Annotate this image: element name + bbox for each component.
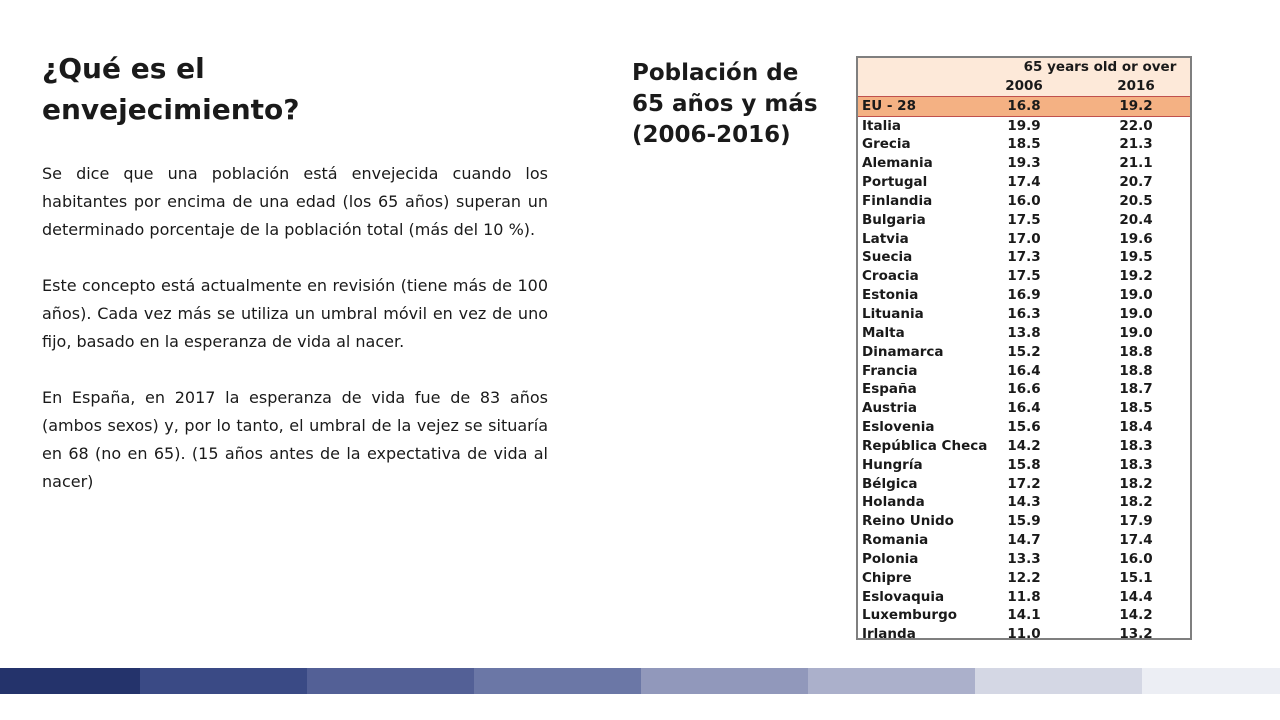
value-2016: 19.2	[1119, 268, 1153, 285]
table-title: Población de 65 años y más (2006-2016)	[632, 60, 818, 148]
value-2006: 17.2	[1007, 475, 1041, 492]
value-2006: 16.3	[1007, 305, 1041, 322]
value-2016: 22.0	[1119, 117, 1153, 134]
paragraph-spain: En España, en 2017 la esperanza de vida fue de 83 años (ambos sexos) y, por lo tanto, el umbral de la vejez se situaría en 68 (no en 65). (15 años antes de la expectativa de vida al nacer)	[42, 388, 548, 491]
country-name: Dinamarca	[862, 343, 944, 360]
country-name: Croacia	[862, 268, 919, 285]
footer-color-segment	[641, 668, 808, 694]
table-row	[858, 512, 1190, 531]
country-name: Bélgica	[862, 475, 918, 492]
value-2006: 19.9	[1007, 117, 1041, 134]
table-row	[858, 343, 1190, 362]
group-header: 65 years old or over	[970, 58, 1190, 77]
value-2006: 16.6	[1007, 381, 1041, 398]
footer-color-segment	[140, 668, 307, 694]
country-name: Francia	[862, 362, 918, 379]
page-title: ¿Qué es el envejecimiento?	[42, 52, 300, 126]
paragraph-revision: Este concepto está actualmente en revisión (tiene más de 100 años). Cada vez más se utiliza un umbral móvil en vez de uno fijo, basado en la esperanza de vida al nacer.	[42, 276, 548, 351]
value-2006: 16.4	[1007, 400, 1041, 417]
value-2016: 18.3	[1119, 437, 1153, 454]
country-name: España	[862, 381, 917, 398]
country-name: EU - 28	[858, 96, 970, 116]
value-2006: 11.0	[1007, 626, 1041, 643]
table-row-eu28	[858, 96, 1190, 116]
table-row	[858, 475, 1190, 494]
table-row	[858, 211, 1190, 230]
value-2016: 20.5	[1119, 192, 1153, 209]
country-name: Hungría	[862, 456, 923, 473]
table-row	[858, 531, 1190, 550]
value-2016: 17.9	[1119, 513, 1153, 530]
value-2006: 14.2	[1007, 437, 1041, 454]
country-name: República Checa	[862, 437, 988, 454]
value-2006: 17.5	[1007, 211, 1041, 228]
footer-color-segment	[474, 668, 641, 694]
value-2016: 18.3	[1119, 456, 1153, 473]
value-2016: 13.2	[1119, 626, 1153, 643]
table-year-header-row	[858, 77, 1190, 96]
country-name: Lituania	[862, 305, 924, 322]
country-name: Reino Unido	[862, 513, 954, 530]
value-2016: 19.6	[1119, 230, 1153, 247]
table-row	[858, 456, 1190, 475]
country-name: Eslovenia	[862, 419, 935, 436]
table-row	[858, 418, 1190, 437]
value-2016: 20.4	[1119, 211, 1153, 228]
table-row	[858, 324, 1190, 343]
value-2016: 15.1	[1119, 569, 1153, 586]
value-2016: 18.2	[1119, 475, 1153, 492]
value-2016: 14.4	[1119, 588, 1153, 605]
table-body	[858, 58, 1190, 644]
value-2016: 18.5	[1119, 400, 1153, 417]
value-2016: 19.0	[1119, 324, 1153, 341]
table-row	[858, 173, 1190, 192]
country-name: Malta	[862, 324, 905, 341]
value-2016: 18.4	[1119, 419, 1153, 436]
table-row	[858, 380, 1190, 399]
table-row	[858, 116, 1190, 135]
country-name: Luxemburgo	[862, 607, 958, 624]
value-2006: 16.8	[970, 96, 1072, 116]
table-row	[858, 286, 1190, 305]
country-name: Portugal	[862, 174, 928, 191]
table-row	[858, 248, 1190, 267]
country-name: Holanda	[862, 494, 925, 511]
value-2006: 17.3	[1007, 249, 1041, 266]
value-2006: 14.1	[1007, 607, 1041, 624]
value-2016: 14.2	[1119, 607, 1153, 624]
value-2016: 18.2	[1119, 494, 1153, 511]
country-name: Romania	[862, 532, 929, 549]
footer-color-segment	[975, 668, 1142, 694]
value-2006: 14.7	[1007, 532, 1041, 549]
table-row	[858, 399, 1190, 418]
table-row	[858, 569, 1190, 588]
value-2006: 15.9	[1007, 513, 1041, 530]
country-name: Finlandia	[862, 192, 933, 209]
country-name: Grecia	[862, 136, 911, 153]
year-header-2006: 2006	[970, 77, 1072, 96]
value-2006: 13.3	[1007, 550, 1041, 567]
value-2006: 13.8	[1007, 324, 1041, 341]
country-name: Suecia	[862, 249, 913, 266]
footer-color-segment	[307, 668, 474, 694]
country-name: Alemania	[862, 155, 933, 172]
country-name: Eslovaquia	[862, 588, 945, 605]
value-2016: 18.8	[1119, 362, 1153, 379]
table-row	[858, 154, 1190, 173]
footer-color-segment	[808, 668, 975, 694]
table-row	[858, 625, 1190, 644]
table-row	[858, 588, 1190, 607]
value-2016: 21.1	[1119, 155, 1153, 172]
value-2006: 16.0	[1007, 192, 1041, 209]
value-2016: 19.2	[1072, 96, 1190, 116]
table-group-header-row	[858, 58, 1190, 77]
table-row	[858, 305, 1190, 324]
table-row	[858, 437, 1190, 456]
value-2016: 21.3	[1119, 136, 1153, 153]
country-name: Austria	[862, 400, 917, 417]
value-2006: 18.5	[1007, 136, 1041, 153]
table-row	[858, 192, 1190, 211]
year-header-2016: 2016	[1072, 77, 1190, 96]
table-row	[858, 230, 1190, 249]
table-row	[858, 135, 1190, 154]
value-2016: 19.0	[1119, 287, 1153, 304]
value-2016: 18.8	[1119, 343, 1153, 360]
value-2016: 19.0	[1119, 305, 1153, 322]
value-2006: 15.8	[1007, 456, 1041, 473]
value-2006: 17.4	[1007, 174, 1041, 191]
footer-color-segment	[1142, 668, 1280, 694]
value-2006: 15.2	[1007, 343, 1041, 360]
footer-color-segment	[0, 668, 140, 694]
country-name: Polonia	[862, 550, 919, 567]
value-2016: 17.4	[1119, 532, 1153, 549]
body-text	[42, 160, 548, 524]
country-name: Chipre	[862, 569, 912, 586]
country-name: Bulgaria	[862, 211, 926, 228]
value-2006: 16.4	[1007, 362, 1041, 379]
country-name: Latvia	[862, 230, 909, 247]
value-2006: 17.0	[1007, 230, 1041, 247]
value-2016: 20.7	[1119, 174, 1153, 191]
country-name: Italia	[862, 117, 901, 134]
table-row	[858, 362, 1190, 381]
value-2006: 19.3	[1007, 155, 1041, 172]
table-row	[858, 550, 1190, 569]
table-row	[858, 493, 1190, 512]
population-table	[856, 56, 1192, 643]
value-2006: 15.6	[1007, 419, 1041, 436]
value-2006: 12.2	[1007, 569, 1041, 586]
country-name: Irlanda	[862, 626, 916, 643]
value-2006: 17.5	[1007, 268, 1041, 285]
value-2016: 18.7	[1119, 381, 1153, 398]
table-row	[858, 267, 1190, 286]
value-2006: 11.8	[1007, 588, 1041, 605]
paragraph-definition: Se dice que una población está envejecida cuando los habitantes por encima de una edad (los 65 años) superan un determinado porcentaje de la población total (más del 10 %).	[42, 164, 548, 239]
value-2016: 19.5	[1119, 249, 1153, 266]
country-name: Estonia	[862, 287, 919, 304]
value-2006: 16.9	[1007, 287, 1041, 304]
value-2016: 16.0	[1119, 550, 1153, 567]
footer-color-bar	[0, 668, 1280, 694]
table-row	[858, 606, 1190, 625]
value-2006: 14.3	[1007, 494, 1041, 511]
